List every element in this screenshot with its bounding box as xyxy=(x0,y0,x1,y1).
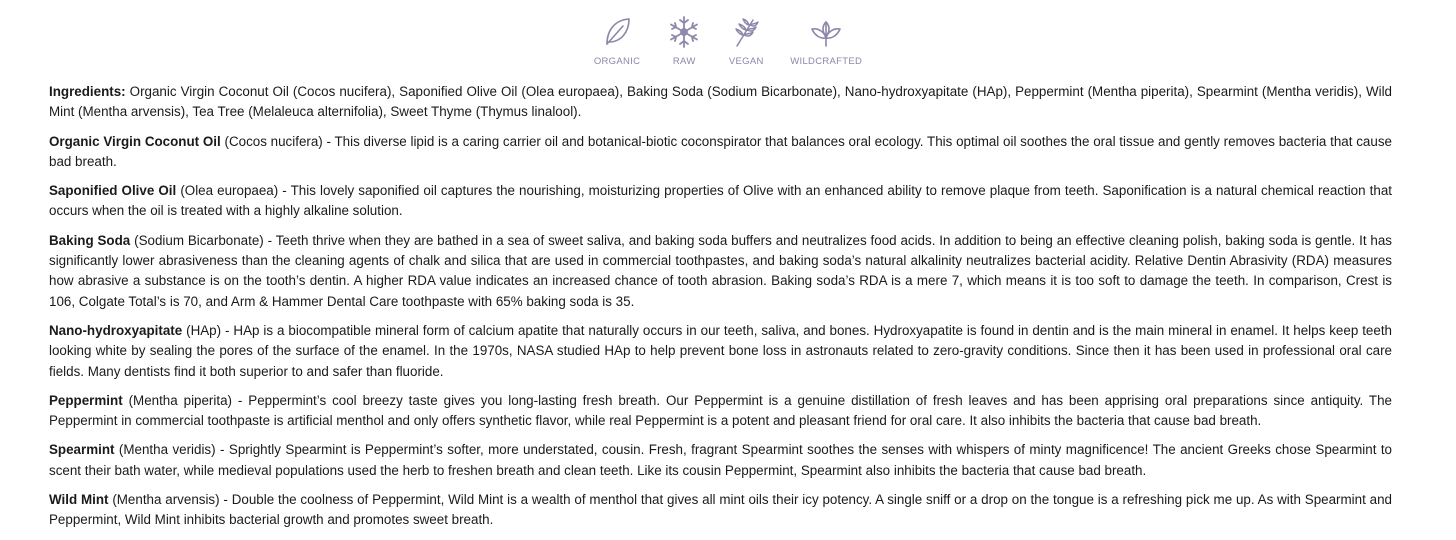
snowflake-icon xyxy=(666,14,702,50)
paragraph-subtitle: (Mentha arvensis) xyxy=(108,492,220,508)
paragraph-title: Spearmint xyxy=(49,442,115,458)
paragraph-title: Peppermint xyxy=(49,392,123,408)
ingredient-olive-oil xyxy=(49,181,1392,222)
badge-label: VEGAN xyxy=(728,56,764,67)
ingredient-peppermint xyxy=(49,391,1392,432)
badge-vegan xyxy=(728,14,764,67)
attribute-badges xyxy=(0,14,1456,67)
paragraph-subtitle: (Sodium Bicarbonate) xyxy=(130,232,264,248)
paragraph-title: Nano-hydroxyapitate xyxy=(49,322,183,338)
paragraph-subtitle: (Olea europaea) xyxy=(176,183,279,199)
paragraph-subtitle: (HAp) xyxy=(182,322,222,338)
ingredient-nano-hydroxyapatite xyxy=(49,321,1392,382)
paragraph-body: - This diverse lipid is a caring carrier oil and botanical-biotic coconspirator that balances oral ecology. This optimal oil soothes the oral tissue and gently removes bacteria that cause bad breath. xyxy=(49,133,1392,169)
ingredient-spearmint xyxy=(49,440,1392,481)
paragraph-body: - Peppermint’s cool breezy taste gives you long-lasting fresh breath. Our Peppermint is a genuine distillation of fresh leaves and has been apprising oral preparations since antiquity. The Peppermint in commercial toothpaste is artificial menthol and only offers synthetic flavor, while real Peppermint is a potent and pleasant friend for oral care. It also inhibits the bacteria that cause bad breath. xyxy=(49,392,1392,429)
paragraph-subtitle: (Cocos nucifera) xyxy=(220,133,323,149)
paragraph-body: - This lovely saponified oil captures the nourishing, moisturizing properties of Olive with an enhanced ability to remove plaque from teeth. Saponification is a natural chemical reaction that occurs when the oil is treated with a highly alkaline solution. xyxy=(49,183,1392,219)
paragraph-subtitle: (Mentha veridis) xyxy=(114,442,216,458)
sprout-icon xyxy=(808,14,844,50)
paragraph-title: Organic Virgin Coconut Oil xyxy=(49,133,221,149)
leaf-icon xyxy=(599,14,635,50)
badge-label: RAW xyxy=(672,56,696,67)
ingredients-list xyxy=(49,82,1392,123)
ingredient-coconut-oil xyxy=(49,132,1392,173)
ingredient-wild-mint xyxy=(49,490,1392,531)
ingredient-descriptions xyxy=(49,82,1392,540)
paragraph-body: Organic Virgin Coconut Oil (Cocos nucifera), Saponified Olive Oil (Olea europaea), Baking Soda (Sodium Bicarbonate), Nano-hydroxyapitate (HAp), Peppermint (Mentha piperita), Spearmint (Mentha veridis), Wild Mint (Mentha arvensis), Tea Tree (Melaleuca alternifolia), Sweet Thyme (Thymus linalool). xyxy=(49,84,1392,120)
paragraph-title: Wild Mint xyxy=(49,492,109,508)
badge-label: ORGANIC xyxy=(593,56,641,67)
paragraph-title: Saponified Olive Oil xyxy=(49,183,177,199)
paragraph-body: - HAp is a biocompatible mineral form of calcium apatite that naturally occurs in our teeth, saliva, and bones. Hydroxyapatite is found in dentin and is the main mineral in enamel. It helps keep teeth looking white by sealing the pores of the surface of the enamel. In the 1970s, NASA studied HAp to help prevent bone loss in astronauts related to zero-gravity conditions. Since then it has been used in professional oral care fields. Many dentists find it both superior to and safer than fluoride. xyxy=(49,322,1392,379)
badge-label: WILDCRAFTED xyxy=(790,56,863,67)
paragraph-subtitle: (Mentha piperita) xyxy=(122,392,232,408)
ingredient-baking-soda xyxy=(49,231,1392,312)
paragraph-body: - Teeth thrive when they are bathed in a sea of sweet saliva, and baking soda buffers and neutralizes food acids. In addition to being an effective cleaning polish, baking soda is gentle. It has significantly lower abrasiveness than the cleaning agents of chalk and silica that are used in commercial toothpastes, and baking soda’s natural alkalinity neutralizes bacterial acidity. Relative Dentin Abrasivity (RDA) measures how abrasive a substance is on the tooth’s dentin. A higher RDA value indicates an increased chance of tooth abrasion. Baking soda’s RDA is a mere 7, which means it is too soft to damage the teeth. In comparison, Crest is 106, Colgate Total’s is 70, and Arm & Hammer Dental Care toothpaste with 65% baking soda is 35. xyxy=(49,232,1392,309)
paragraph-body: - Sprightly Spearmint is Peppermint’s softer, more understated, cousin. Fresh, fragrant Spearmint soothes the senses with whispers of minty magnificence! The ancient Greeks chose Spearmint to scent their bath water, while medieval populations used the herb to freshen breath and clean teeth. Like its cousin Peppermint, Spearmint also inhibits the bacteria that cause bad breath. xyxy=(49,442,1392,478)
paragraph-title: Ingredients: xyxy=(49,84,126,99)
badge-organic xyxy=(594,14,640,67)
paragraph-body: - Double the coolness of Peppermint, Wild Mint is a wealth of menthol that gives all mint oils their icy potency. A single sniff or a drop on the tongue is a refreshing pick me up. As with Spearmint and Peppermint, Wild Mint inhibits bacterial growth and promotes sweet breath. xyxy=(49,492,1392,528)
badge-wildcrafted xyxy=(790,14,862,67)
paragraph-title: Baking Soda xyxy=(49,232,131,248)
wheat-icon xyxy=(728,14,764,50)
badge-raw xyxy=(666,14,702,67)
